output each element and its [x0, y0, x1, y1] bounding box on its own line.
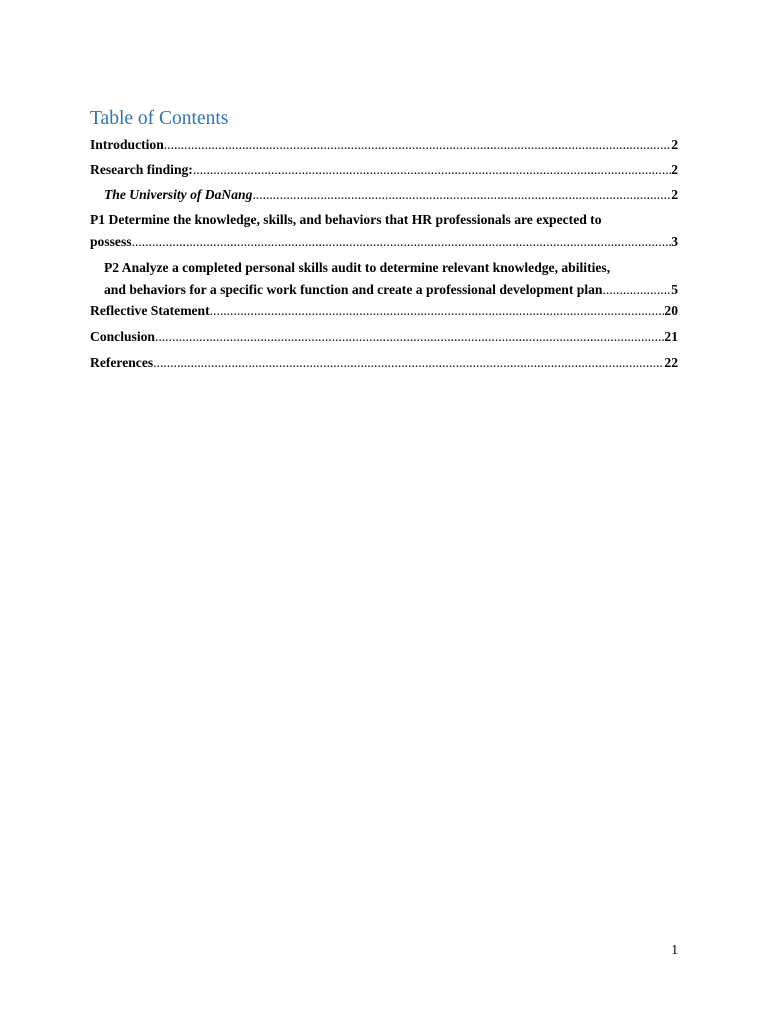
page-number: 1	[671, 942, 678, 957]
dot-leader	[153, 352, 664, 373]
toc-entry-label: Conclusion	[90, 329, 155, 344]
toc-entry-label: References	[90, 355, 154, 370]
toc-entry-page: 20	[664, 303, 678, 318]
toc-entry-page: 2	[671, 137, 678, 152]
toc-entry-page: 5	[671, 282, 678, 297]
toc-entry-label-line1: P1 Determine the knowledge, skills, and behaviors that HR professionals are expected to	[90, 212, 602, 227]
toc-entry-page: 2	[671, 187, 678, 202]
toc-entry-label: The University of DaNang	[104, 187, 253, 202]
toc-entry-page: 2	[671, 162, 678, 177]
toc-entry-introduction[interactable]	[90, 134, 678, 155]
toc-entry-label: Introduction	[90, 137, 164, 152]
toc-entry-page: 3	[671, 234, 678, 249]
toc-title: Table of Contents	[90, 108, 229, 129]
dot-leader	[210, 300, 665, 321]
dot-leader	[252, 184, 671, 205]
toc-entry-conclusion[interactable]	[90, 326, 678, 347]
toc-entry-p1[interactable]	[90, 209, 678, 253]
dot-leader	[132, 231, 672, 253]
dot-leader	[193, 159, 671, 180]
toc-entry-label: Research finding:	[90, 162, 193, 177]
toc-entry-reflective-statement[interactable]	[90, 300, 678, 321]
toc-entry-research-finding[interactable]	[90, 159, 678, 180]
toc-entry-label-line2: and behaviors for a specific work function and create a professional development plan	[104, 282, 603, 297]
toc-entry-page: 21	[664, 329, 678, 344]
toc-entry-page: 22	[664, 355, 678, 370]
toc-entry-p2[interactable]	[104, 257, 678, 301]
toc-entry-university-of-danang[interactable]	[104, 184, 678, 205]
toc-entry-references[interactable]	[90, 352, 678, 373]
toc-entry-label-line1: P2 Analyze a completed personal skills audit to determine relevant knowledge, abilities,	[104, 260, 611, 275]
dot-leader	[602, 279, 671, 301]
toc-entry-label-line2: possess	[90, 234, 132, 249]
dot-leader	[164, 134, 671, 155]
dot-leader	[155, 326, 664, 347]
toc-entry-label: Reflective Statement	[90, 303, 210, 318]
